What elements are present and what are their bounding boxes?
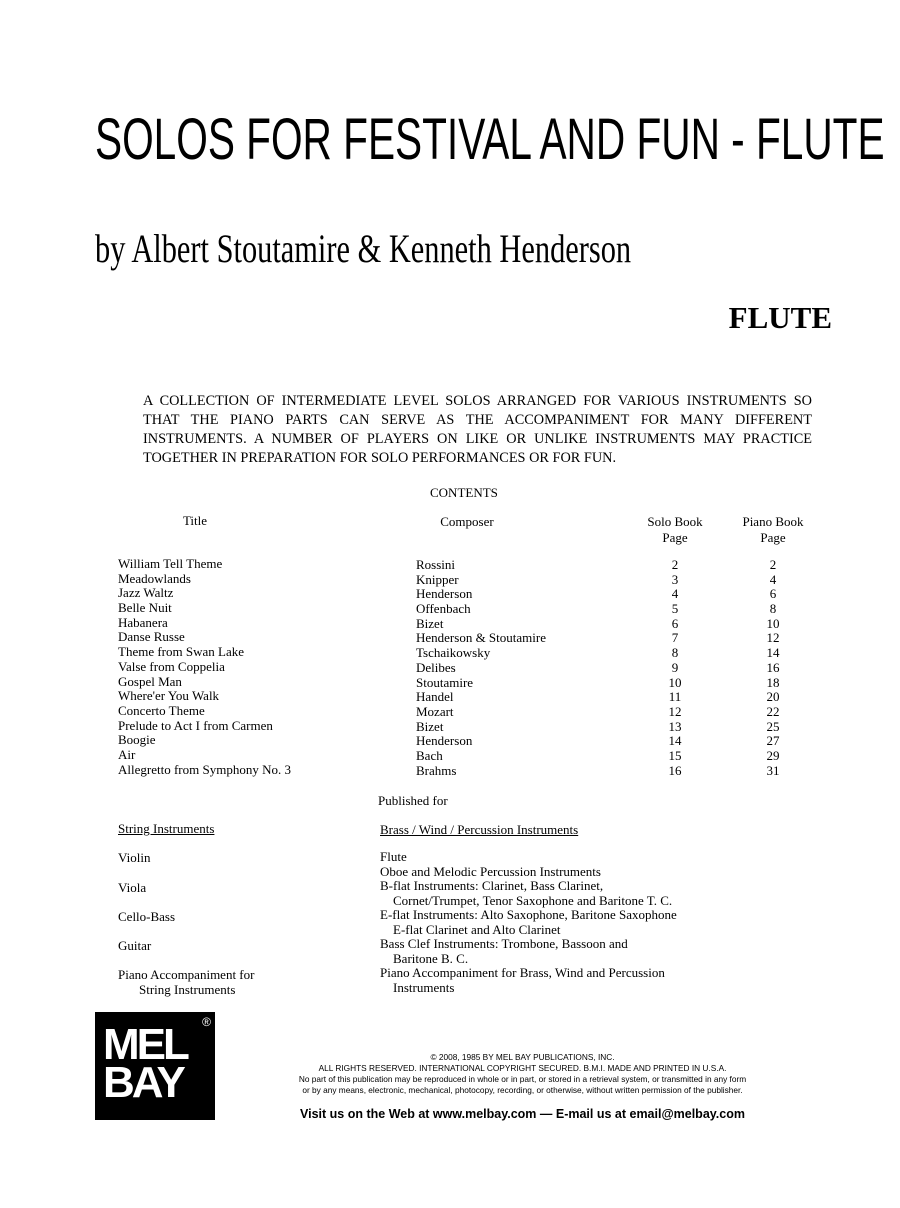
song-composer: Handel (416, 689, 454, 705)
brass-line: E-flat Instruments: Alto Saxophone, Baritone Saxophone (380, 907, 677, 922)
copyright-line: © 2008, 1985 BY MEL BAY PUBLICATIONS, INC. (430, 1052, 615, 1062)
contents-row (0, 763, 900, 778)
logo-wordmark (103, 1020, 187, 1107)
solo-page: 15 (668, 747, 682, 763)
solo-page: 9 (671, 659, 679, 675)
piano-page: 25 (766, 718, 780, 734)
copyright-line: or by any means, electronic, mechanical, photocopy, recording, or otherwise, without written permission of the publisher. (302, 1085, 743, 1095)
solo-page: 3 (671, 571, 679, 587)
page-title: SOLOS FOR FESTIVAL AND FUN - FLUTE (95, 107, 885, 172)
piano-page: 6 (769, 586, 777, 602)
string-instruments-heading: String Instruments (118, 821, 215, 836)
song-title: Jazz Waltz (118, 585, 174, 601)
song-title: Habanera (118, 614, 168, 630)
contents-row (0, 616, 900, 631)
song-composer: Rossini (416, 557, 456, 572)
song-composer: Bizet (416, 718, 444, 734)
song-composer: Bizet (416, 615, 444, 631)
contents-table (0, 557, 900, 777)
brass-line: B-flat Instruments: Clarinet, Bass Clarinet, (380, 878, 604, 893)
song-composer: Mozart (416, 703, 454, 719)
song-composer: Tschaikowsky (416, 645, 491, 661)
song-composer: Offenbach (416, 601, 471, 617)
song-title: Air (118, 746, 136, 762)
column-header-piano-line1: Piano Book (742, 514, 804, 529)
instrument-label: FLUTE (728, 300, 832, 335)
solo-page: 7 (671, 630, 679, 646)
solo-page: 4 (671, 586, 679, 602)
brass-line: Baritone B. C. (393, 950, 469, 966)
column-header-composer: Composer (440, 514, 494, 529)
contents-row (0, 630, 900, 645)
piano-page: 8 (769, 601, 777, 617)
logo-line-1: MEL (103, 1020, 187, 1069)
brass-instruments-heading: Brass / Wind / Percussion Instruments (380, 822, 579, 837)
brass-line: Flute (380, 849, 407, 864)
string-item-viola: Viola (118, 880, 147, 895)
contents-row (0, 557, 900, 572)
song-title: Where'er You Walk (118, 688, 220, 704)
contents-heading: CONTENTS (430, 485, 498, 500)
piano-page: 29 (766, 747, 780, 763)
registered-mark: ® (202, 1015, 211, 1029)
piano-page: 12 (766, 630, 780, 646)
song-title: Belle Nuit (118, 600, 172, 616)
string-item-violin: Violin (118, 850, 151, 865)
piano-page: 18 (766, 674, 780, 690)
brass-line: Piano Accompaniment for Brass, Wind and Percussion (380, 965, 665, 980)
piano-page: 31 (766, 762, 780, 778)
contents-row (0, 704, 900, 719)
song-composer: Henderson (416, 586, 473, 602)
song-title: Boogie (118, 732, 156, 748)
song-composer: Bach (416, 747, 443, 763)
string-item-piano-accompaniment-cont: String Instruments (139, 982, 236, 997)
song-composer: Knipper (416, 571, 459, 587)
contents-row (0, 675, 900, 690)
song-title: Valse from Coppelia (118, 658, 225, 674)
piano-page: 20 (766, 689, 780, 705)
published-for-label: Published for (378, 793, 448, 808)
contents-row (0, 645, 900, 660)
brass-line: Bass Clef Instruments: Trombone, Bassoon and (380, 936, 628, 951)
contents-row (0, 601, 900, 616)
song-title: Meadowlands (118, 570, 191, 586)
string-item-piano-accompaniment: Piano Accompaniment for (118, 967, 255, 982)
song-composer: Henderson (416, 733, 473, 749)
column-header-solo-page (630, 514, 720, 546)
contents-row (0, 572, 900, 587)
song-composer: Stoutamire (416, 674, 474, 690)
song-title: William Tell Theme (118, 556, 223, 571)
column-header-piano-line2: Page (760, 530, 786, 545)
brass-line: E-flat Clarinet and Alto Clarinet (393, 921, 561, 937)
mel-bay-logo (95, 1012, 215, 1120)
contents-row (0, 748, 900, 763)
solo-page: 10 (668, 674, 682, 690)
contents-row (0, 660, 900, 675)
song-composer: Brahms (416, 762, 457, 778)
brass-line: Cornet/Trumpet, Tenor Saxophone and Baritone T. C. (393, 892, 673, 908)
solo-page: 16 (668, 762, 682, 778)
string-item-cello-bass: Cello-Bass (118, 909, 176, 924)
solo-page: 2 (671, 557, 679, 572)
logo-line-2: BAY (103, 1058, 183, 1107)
copyright-line: ALL RIGHTS RESERVED. INTERNATIONAL COPYRIGHT SECURED. B.M.I. MADE AND PRINTED IN U.S.A. (318, 1063, 727, 1073)
author-byline: by Albert Stoutamire & Kenneth Henderson (95, 226, 632, 271)
song-title: Allegretto from Symphony No. 3 (118, 761, 291, 777)
brass-line: Oboe and Melodic Percussion Instruments (380, 863, 601, 879)
song-title: Gospel Man (118, 673, 182, 689)
string-item-guitar: Guitar (118, 938, 152, 953)
solo-page: 8 (671, 645, 679, 661)
brass-line: Instruments (393, 979, 455, 995)
song-title: Theme from Swan Lake (118, 644, 244, 660)
copyright-notice (270, 1052, 775, 1096)
piano-page: 4 (769, 571, 777, 587)
song-title: Danse Russe (118, 629, 185, 645)
piano-page: 10 (766, 615, 780, 631)
contents-row (0, 733, 900, 748)
piano-page: 14 (766, 645, 780, 661)
piano-page: 2 (769, 557, 777, 572)
brass-instruments-list (380, 850, 677, 995)
solo-page: 13 (668, 718, 682, 734)
song-title: Prelude to Act I from Carmen (118, 717, 273, 733)
solo-page: 6 (671, 615, 679, 631)
contents-row (0, 719, 900, 734)
column-header-title: Title (182, 513, 208, 528)
contents-row (0, 586, 900, 601)
solo-page: 11 (668, 689, 682, 705)
contents-row (0, 689, 900, 704)
copyright-line: No part of this publication may be reproduced in whole or in part, or stored in a retrieval system, or transmitted in any form (298, 1074, 747, 1084)
column-header-solo-line1: Solo Book (647, 514, 703, 529)
piano-page: 22 (766, 703, 780, 719)
column-header-solo-line2: Page (662, 530, 688, 545)
song-composer: Delibes (416, 659, 456, 675)
column-header-piano-page (728, 514, 818, 546)
song-title: Concerto Theme (118, 702, 205, 718)
piano-page: 27 (766, 733, 780, 749)
solo-page: 12 (668, 703, 682, 719)
solo-page: 5 (671, 601, 679, 617)
website-contact: Visit us on the Web at www.melbay.com — E-mail us at email@melbay.com (300, 1107, 745, 1121)
song-composer: Henderson & Stoutamire (416, 630, 546, 646)
piano-page: 16 (766, 659, 780, 675)
intro-paragraph: A COLLECTION OF INTERMEDIATE LEVEL SOLOS ARRANGED FOR VARIOUS INSTRUMENTS SO THAT THE PIANO PARTS CAN SERVE AS THE ACCOMPANIMENT FOR MANY DIFFERENT INSTRUMENTS. A NUMBER OF PLAYERS ON LIKE OR UNLIKE INSTRUMENTS MAY PRACTICE TOGETHER IN PREPARATION FOR SOLO PERFORMANCES OR FOR FUN. (143, 393, 812, 466)
solo-page: 14 (668, 733, 682, 749)
